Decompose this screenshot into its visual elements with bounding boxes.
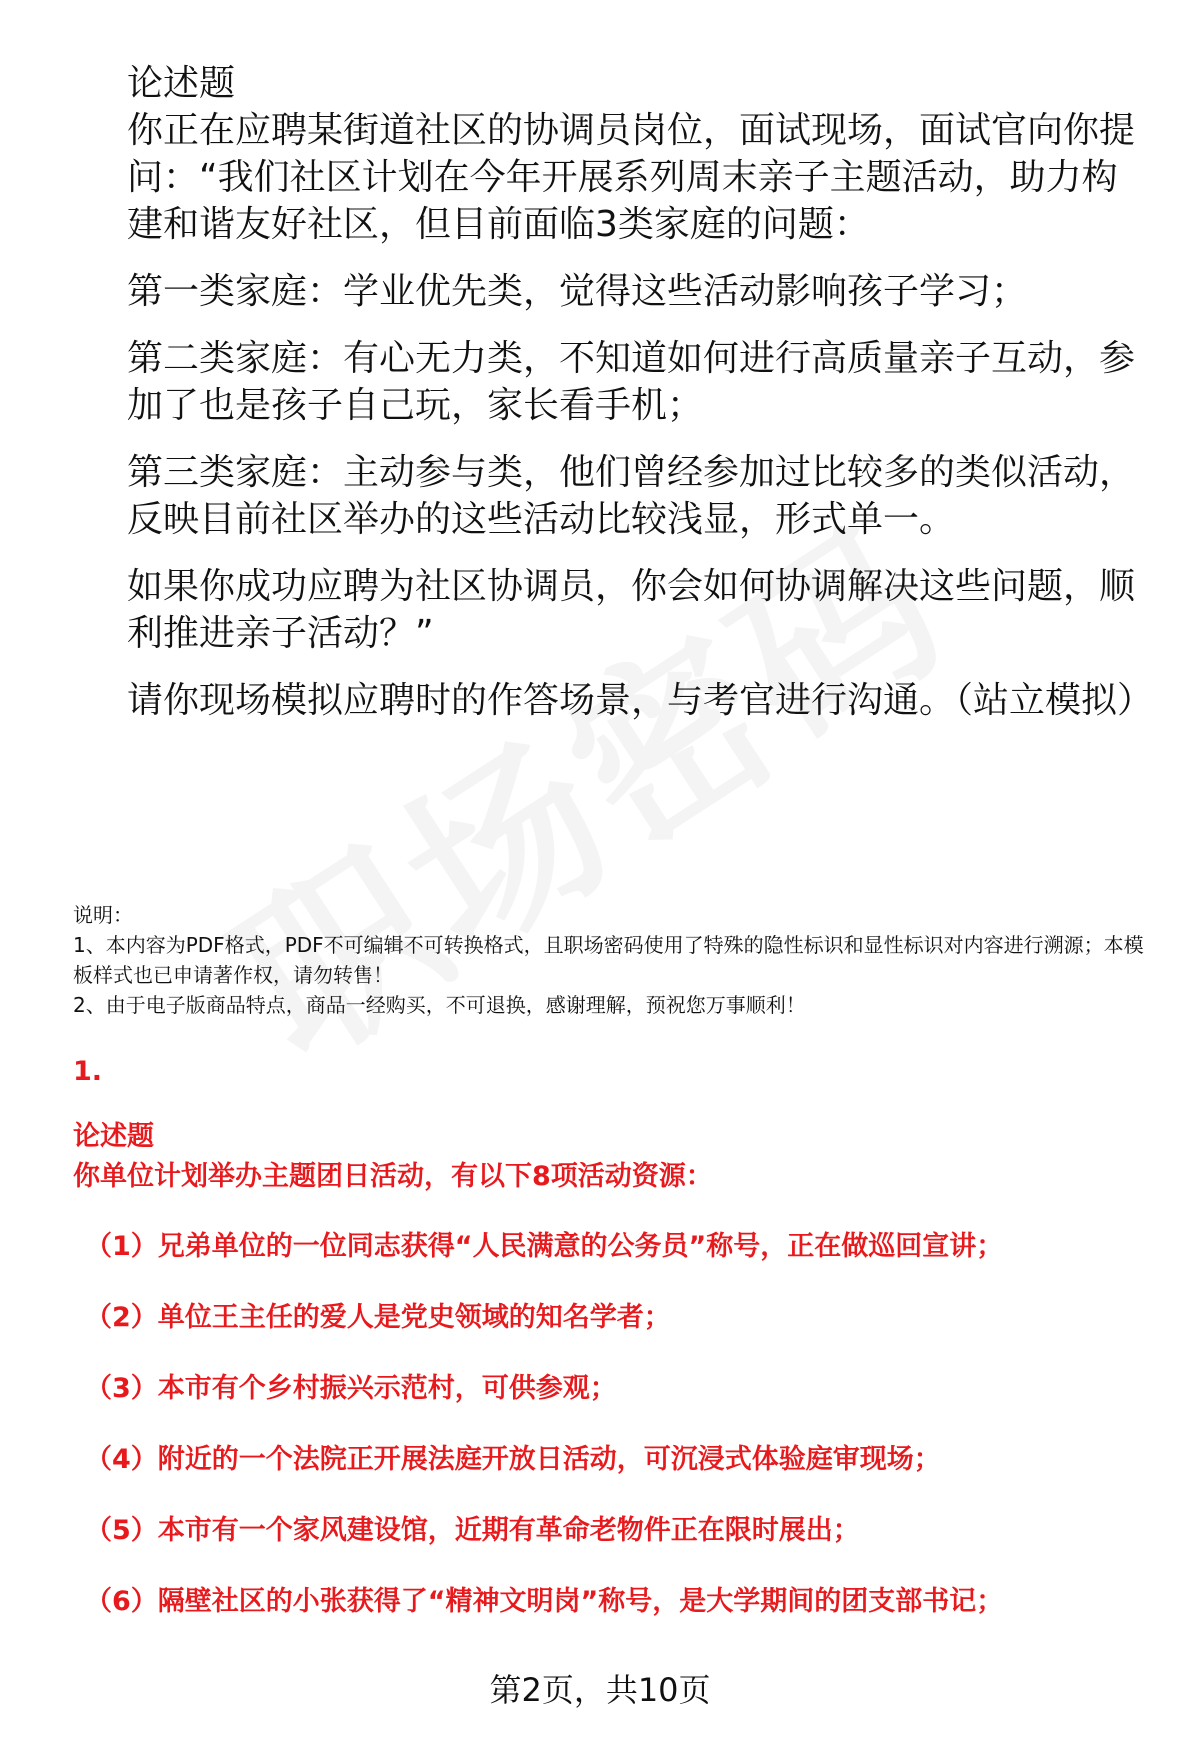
resource-item-2: （2）单位王主任的爱人是党史领域的知名学者； bbox=[85, 1302, 671, 1333]
resource-item-1: （1）兄弟单位的一位同志获得“人民满意的公务员”称号，正在做巡回宣讲； bbox=[85, 1231, 1004, 1262]
resource-item-5: （5）本市有一个家风建设馆，近期有革命老物件正在限时展出； bbox=[85, 1515, 860, 1546]
answer-instruction: 请你现场模拟应聘时的作答场景，与考官进行沟通。（站立模拟） bbox=[127, 680, 1154, 721]
notes-line-1: 1、本内容为PDF格式，PDF不可编辑不可转换格式，且职场密码使用了特殊的隐性标识和显性标识对内容进行溯源；本模板样式也已申请著作权，请勿转售！ bbox=[73, 933, 1144, 987]
family-type-2: 第二类家庭：有心无力类，不知道如何进行高质量亲子互动，参加了也是孩子自己玩，家长看手机； bbox=[127, 338, 1136, 426]
section-intro: 你单位计划举办主题团日活动，有以下8项活动资源： bbox=[73, 1161, 713, 1192]
question-prompt: 如果你成功应聘为社区协调员，你会如何协调解决这些问题，顺利推进亲子活动？” bbox=[127, 566, 1136, 654]
resource-item-4: （4）附近的一个法院正开展法庭开放日活动，可沉浸式体验庭审现场； bbox=[85, 1444, 941, 1475]
resource-item-3: （3）本市有个乡村振兴示范村，可供参观； bbox=[85, 1373, 617, 1404]
family-type-3: 第三类家庭：主动参与类，他们曾经参加过比较多的类似活动，反映目前社区举办的这些活动比较浅显，形式单一。 bbox=[127, 452, 1136, 540]
question-block bbox=[127, 60, 1154, 724]
question-type-label: 论述题 bbox=[127, 63, 236, 104]
notes-title: 说明： bbox=[73, 903, 133, 927]
question-intro: 你正在应聘某街道社区的协调员岗位，面试现场，面试官向你提问：“我们社区计划在今年开展系列周末亲子主题活动，助力构建和谐友好社区，但目前面临3类家庭的问题： bbox=[127, 110, 1136, 245]
notes-line-2: 2、由于电子版商品特点，商品一经购买，不可退换，感谢理解，预祝您万事顺利！ bbox=[73, 993, 806, 1017]
answer-section bbox=[73, 1052, 1153, 1622]
page-footer: 第2页，共10页 bbox=[489, 1671, 711, 1709]
family-type-1: 第一类家庭：学业优先类，觉得这些活动影响孩子学习； bbox=[127, 271, 1028, 312]
section-question-type: 论述题 bbox=[73, 1121, 154, 1152]
notes-block bbox=[73, 900, 1153, 1020]
resource-item-6: （6）隔壁社区的小张获得了“精神文明岗”称号，是大学期间的团支部书记； bbox=[85, 1586, 1004, 1617]
section-number: 1. bbox=[73, 1056, 103, 1087]
